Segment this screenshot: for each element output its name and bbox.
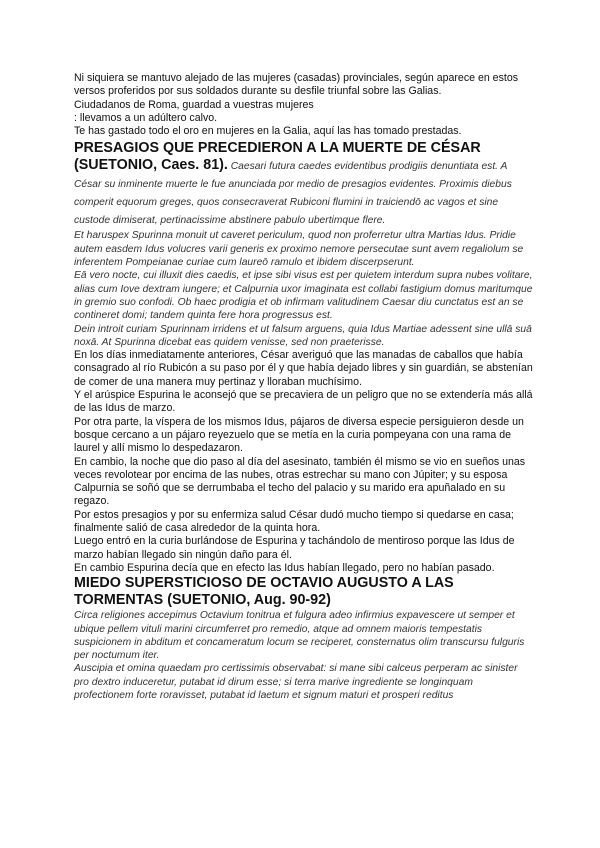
document-body bbox=[74, 72, 534, 702]
section-heading-presagios bbox=[74, 140, 534, 229]
spanish-paragraph: En cambio, la noche que dio paso al día del asesinato, también él mismo se vio en sueños unas veces revolotear por encima de las nubes, otras estrechar su mano con Júpiter; y su esposa Calpurnia se soñó que se derrumbaba el techo del palacio y su marido era apuñalado en su regazo. bbox=[74, 455, 526, 508]
verse-line-3: Te has gastado todo el oro en mujeres en la Galia, aquí las has tomado prestadas. bbox=[74, 125, 462, 138]
spanish-paragraph: Luego entró en la curia burlándose de Espurina y tachándolo de mentiroso porque las Idus de marzo habían llegado sin ningún daño para él. bbox=[74, 535, 515, 561]
spanish-paragraph: Y el arúspice Espurina le aconsejó que se precaviera de un peligro que no se extendería más allá de las Idus de marzo. bbox=[74, 389, 533, 415]
intro-paragraph: Ni siquiera se mantuvo alejado de las mujeres (casadas) provinciales, según aparece en estos versos proferidos por sus soldados durante su desfile triunfal sobre las Galias. bbox=[74, 72, 519, 98]
spanish-paragraph: En los días inmediatamente anteriores, César averiguó que las manadas de caballos que había consagrado al río Rubicón a su paso por él y que había dejado libres y sin guardián, se abstenían de comer de una manera muy pertinaz y lloraban muchísimo. bbox=[74, 349, 533, 388]
spanish-paragraph: Por otra parte, la víspera de los mismos Idus, pájaros de diversa especie persiguieron desde un bosque cercano a un pájaro reyezuelo que se metía en la curia pompeyana con una rama de laurel y allí mismo lo despedazaron. bbox=[74, 415, 524, 455]
spanish-paragraph: Por estos presagios y por su enfermiza salud César dudó mucho tiempo si quedarse en casa; finalmente salió de casa alrededor de la quinta hora. bbox=[74, 508, 514, 535]
latin-paragraph: Et haruspex Spurinna monuit ut caveret periculum, quod non proferretur ultra Martias Idus. Pridie autem easdem Idus volucres varii generis ex proximo nemore persecutae sunt avem regaliolum se inferentem Pompeianae curiae cum laureō ramulo et ibidem discerpserunt. bbox=[74, 230, 524, 269]
latin-paragraph: Eā vero nocte, cui illuxit dies caedis, et ipse sibi visus est per quietem interdum supra nubes volitare, alias cum Iove dextram iungere; et Calpurnia uxor imaginata est collabi fastigium domus maritumque in gremio suo confodi. Ob haec prodigia et ob infirmam valitudinem Caesar diu cunctatus est an se contineret domi; tandem quinta fere hora progressus est. bbox=[74, 270, 533, 322]
verse-line-2: : llevamos a un adúltero calvo. bbox=[74, 111, 218, 124]
latin-paragraph: Dein introit curiam Spurinnam irridens et ut falsum arguens, quia Idus Martiae adessent sine ullā suā noxā. At Spurinna dicebat eas quidem venisse, sed non praeterisse. bbox=[74, 323, 532, 348]
spanish-paragraph: En cambio Espurina decía que en efecto las Idus habían llegado, pero no habían pasado. bbox=[74, 561, 495, 574]
section-heading-miedo: MIEDO SUPERSTICIOSO DE OCTAVIO AUGUSTO A LAS TORMENTAS (SUETONIO, Aug. 90-92) bbox=[74, 575, 454, 609]
latin-paragraph-intro: Caesari futura caedes evidentibus prodigiis denuntiata est. A César su inminente muerte le fue anunciada por medio de presagios evidentes. Proximis diebus comperit equorum greges, quos consecraverat Rubiconi flumini in traiciendō ac vagos et sine custode dimiserat, pertinacissime abstinere pabulo ubertimque flere. bbox=[74, 161, 512, 227]
section-heading-text: PRESAGIOS QUE PRECEDIERON A LA MUERTE DE CÉSAR (SUETONIO, Caes. 81). bbox=[74, 140, 481, 174]
latin-paragraph: Circa religiones accepimus Octavium tonitrua et fulgura adeo infirmius expavescere ut semper et ubique pellem vituli marini circumferret pro remedio, atque ad omnem maioris tempestatis suspicionem in abditum et concameratum locum se reciperet, consternatus olim transcursu fulguris per noctumum iter. bbox=[74, 610, 525, 662]
verse-line-1: Ciudadanos de Roma, guardad a vuestras mujeres bbox=[74, 98, 314, 111]
latin-paragraph: Auscipia et omina quaedam pro certissimis observabat: si mane sibi calceus perperam ac sinister pro dextro induceretur, putabat id dirum esse; si terra marive ingrediente se longinquam profectionem forte roravisset, putabat id laetum et signum maturi et prosperi reditus bbox=[74, 663, 518, 701]
